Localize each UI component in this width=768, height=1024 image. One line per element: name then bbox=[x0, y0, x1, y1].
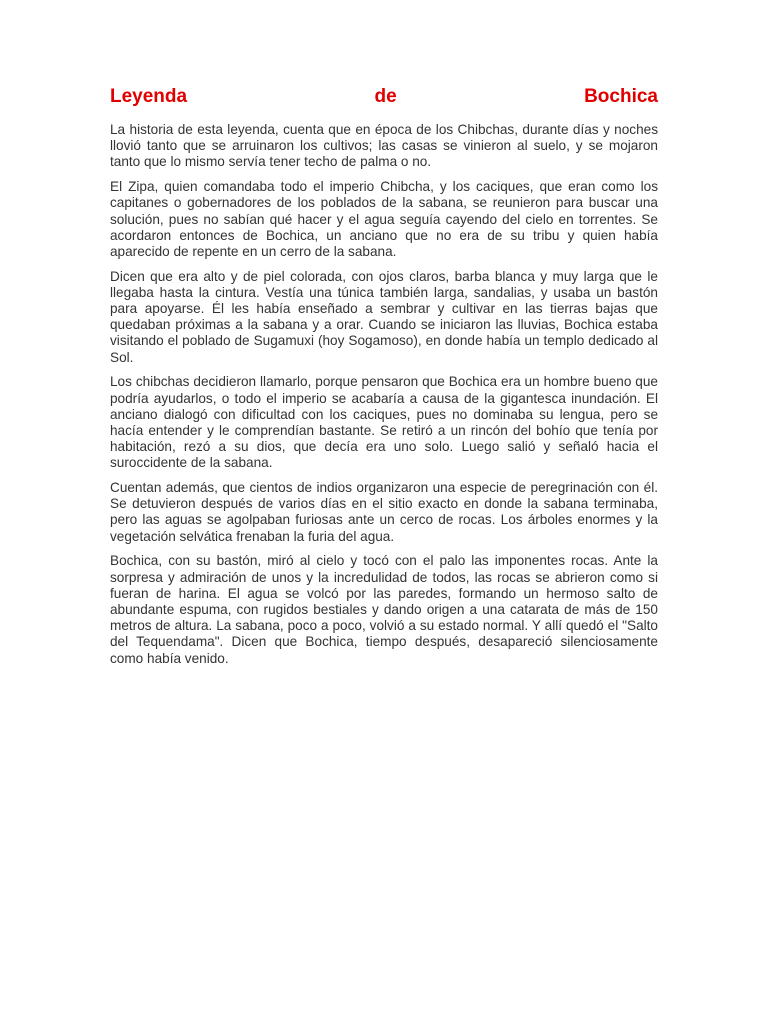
title-word: de bbox=[374, 86, 397, 107]
document-page bbox=[110, 84, 658, 675]
paragraph: La historia de esta leyenda, cuenta que en época de los Chibchas, durante días y noches llovió tanto que se arruinaron los cultivos; las casas se vinieron al suelo, y se mojaron tanto que lo mismo servía tener techo de palma o no. bbox=[110, 122, 658, 170]
document-title bbox=[110, 84, 658, 110]
paragraph: Los chibchas decidieron llamarlo, porque pensaron que Bochica era un hombre bueno que podría ayudarlos, o todo el imperio se acabaría a causa de la gigantesca inundación. El anciano dialogó con dificultad con los caciques, pues no dominaba su lengua, pero se hacía entender y le comprendían bastante. Se retiró a un rincón del bohío que tenía por habitación, rezó a su dios, que decía era uno solo. Luego salió y señaló hacia el suroccidente de la sabana. bbox=[110, 374, 658, 471]
paragraph: El Zipa, quien comandaba todo el imperio Chibcha, y los caciques, que eran como los capitanes o gobernadores de los poblados de la sabana, se reunieron para buscar una solución, pues no sabían qué hacer y el agua seguía cayendo del cielo en torrentes. Se acordaron entonces de Bochica, un anciano que no era de su tribu y quien había aparecido de repente en un cerro de la sabana. bbox=[110, 179, 658, 259]
paragraph: Cuentan además, que cientos de indios organizaron una especie de peregrinación con él. Se detuvieron después de varios días en el sitio exacto en donde la sabana terminaba, pero las aguas se agolpaban furiosas ante un cerco de rocas. Los árboles enormes y la vegetación selvática frenaban la furia del agua. bbox=[110, 480, 658, 544]
title-word: Leyenda bbox=[110, 86, 188, 107]
title-word: Bochica bbox=[584, 86, 658, 107]
paragraph: Bochica, con su bastón, miró al cielo y tocó con el palo las imponentes rocas. Ante la sorpresa y admiración de unos y la incredulidad de todos, las rocas se abrieron como si fueran de harina. El agua se volcó por las paredes, formando un hermoso salto de abundante espuma, con rugidos bestiales y dando origen a una catarata de más de 150 metros de altura. La sabana, poco a poco, volvió a su estado normal. Y allí quedó el "Salto del Tequendama". Dicen que Bochica, tiempo después, desapareció silenciosamente como había venido. bbox=[110, 553, 658, 666]
paragraph: Dicen que era alto y de piel colorada, con ojos claros, barba blanca y muy larga que le llegaba hasta la cintura. Vestía una túnica también larga, sandalias, y usaba un bastón para apoyarse. Él les había enseñado a sembrar y cultivar en las tierras bajas que quedaban próximas a la sabana y a orar. Cuando se iniciaron las lluvias, Bochica estaba visitando el poblado de Sugamuxi (hoy Sogamoso), en donde había un templo dedicado al Sol. bbox=[110, 268, 658, 365]
